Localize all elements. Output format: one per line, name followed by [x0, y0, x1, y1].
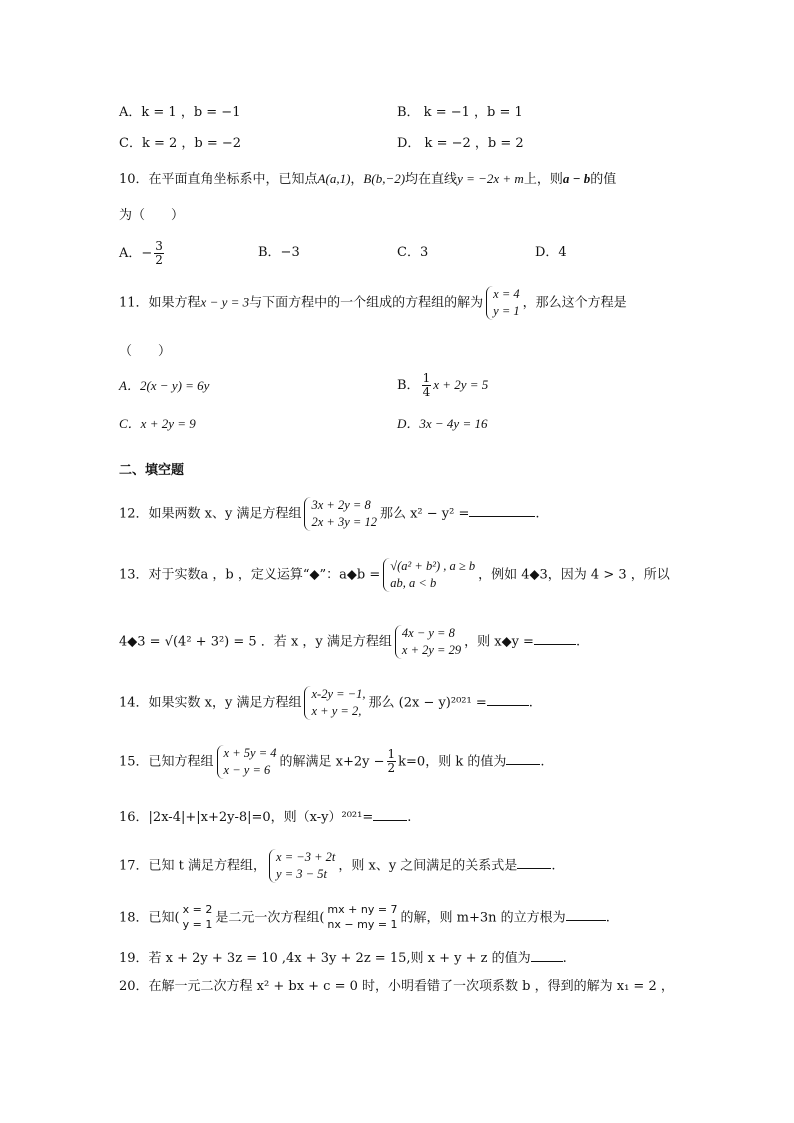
- section-heading: 二、填空题: [119, 463, 185, 478]
- q10-text: 10．在平面直角坐标系中，已知点: [119, 172, 318, 187]
- q11-solution-x: x = 4: [493, 287, 520, 301]
- q14-eq1: x-2y = −1,: [311, 687, 366, 701]
- denominator: 4: [422, 385, 431, 400]
- q10-point-b: B(b,−2): [363, 171, 406, 186]
- q10-option-c: C．3: [397, 245, 429, 260]
- q18-solution: [183, 903, 213, 933]
- q18: [119, 903, 610, 933]
- q16-text: 16．|2x-4|+|x+2y-8|=0，则（x-y）²⁰²¹=: [119, 810, 374, 825]
- q11-solution-y: y = 1: [493, 303, 520, 318]
- q10-option-a-prefix: A．−: [119, 246, 153, 262]
- q12-end: .: [535, 506, 540, 522]
- q10-expr: a − b: [562, 171, 591, 186]
- q11-option-d: D．3x − 4y = 16: [397, 416, 488, 431]
- q15-fraction: [387, 748, 397, 775]
- q17-end: .: [551, 858, 556, 874]
- q19-answer-blank[interactable]: [531, 950, 563, 962]
- q13-text2: 4◆3 = √(4² + 3²) = 5 ．若 x ，y 满足方程组: [119, 634, 392, 650]
- q12: [119, 497, 540, 531]
- q11-text-post: ，那么这个方程是: [522, 295, 627, 311]
- q15-text-mid: 的解满足 x+2y −: [279, 754, 385, 770]
- q12-text: 12．如果两数 x、y 满足方程组: [119, 506, 302, 522]
- q15-eq1: x + 5y = 4: [223, 746, 277, 760]
- q14-text: 14．如果实数 x，y 满足方程组: [119, 695, 302, 711]
- q18-text: 18．已知(: [119, 910, 180, 926]
- q15-answer-blank[interactable]: [506, 753, 540, 765]
- q13-eq2: x + 2y = 29: [401, 642, 462, 657]
- q10-line2: 为（ ）: [119, 208, 185, 223]
- q13-line1: [119, 558, 670, 592]
- q11-option-c: C．x + 2y = 9: [119, 416, 196, 431]
- q13-text-post: ，例如 4◆3，因为 4 > 3 ，所以: [478, 567, 670, 583]
- q9-option-d: D． k = −2 ，b = 2: [397, 136, 524, 151]
- q17-eq1: x = −3 + 2t: [276, 850, 336, 864]
- q9-option-a: A．k = 1 ，b = −1: [119, 105, 241, 120]
- q19-end: .: [562, 951, 567, 966]
- q19: [119, 950, 567, 965]
- q16-answer-blank[interactable]: [373, 809, 407, 821]
- numerator: 3: [155, 239, 163, 253]
- q11-equation: x − y = 3: [200, 294, 250, 310]
- q13-line2: [119, 625, 580, 659]
- q15: [119, 745, 544, 779]
- q10-option-a: [119, 240, 166, 267]
- q10-text-mid: 均在直线: [405, 172, 458, 187]
- q11-solution-system: [486, 286, 519, 320]
- q15-text: 15．已知方程组: [119, 754, 214, 770]
- q10-option-a-fraction: [154, 240, 164, 267]
- q13-end: .: [575, 634, 581, 650]
- q12-system: [304, 497, 376, 531]
- q18-text-mid: 是二元一次方程组(: [215, 910, 325, 926]
- q10-line-eq: y = −2x + m: [457, 171, 524, 186]
- q10-option-d: D．4: [535, 245, 567, 260]
- q18-s1: x = 2: [182, 903, 213, 916]
- q14-text-post: 那么 (2x − y)²⁰²¹ =: [368, 695, 487, 711]
- numerator: 1: [387, 747, 396, 762]
- q18-system: [327, 903, 397, 933]
- q12-eq2: 2x + 3y = 12: [311, 514, 377, 529]
- q11-option-b-fraction: [422, 372, 432, 399]
- q9-option-c: C．k = 2 ，b = −2: [119, 136, 242, 151]
- q10-text-post: 上，则: [523, 172, 563, 187]
- denominator: 2: [155, 253, 163, 268]
- q14-answer-blank[interactable]: [487, 694, 529, 706]
- q9-option-b: B． k = −1 ，b = 1: [397, 105, 523, 120]
- q11-text-mid: 与下面方程中的一个组成的方程组的解为: [249, 295, 484, 311]
- q18-answer-blank[interactable]: [566, 909, 606, 921]
- q13-answer-blank[interactable]: [534, 633, 576, 645]
- q14: [119, 686, 533, 720]
- q18-text-post: 的解，则 m+3n 的立方根为: [400, 910, 566, 926]
- q18-s2: y = 1: [182, 917, 213, 931]
- q18-e1: mx + ny = 7: [327, 903, 398, 916]
- q13-system: [395, 625, 461, 659]
- q11-paren: （ ）: [119, 344, 172, 359]
- q14-eq2: x + y = 2,: [311, 703, 362, 718]
- q10-option-b: B．−3: [258, 245, 300, 260]
- q11-option-b-prefix: B．: [397, 378, 420, 394]
- numerator: 1: [422, 371, 431, 385]
- q12-answer-blank[interactable]: [469, 505, 535, 517]
- q10-line1: 10．在平面直角坐标系中，已知点A(a,1)，B(b,−2)均在直线y = −2x + m上，则a − b的值: [119, 171, 617, 187]
- q12-eq1: 3x + 2y = 8: [311, 498, 371, 512]
- q17-text-post: ，则 x、y 之间满足的关系式是: [338, 858, 518, 874]
- q18-e2: nx − my = 1: [327, 917, 398, 931]
- q18-end: .: [605, 910, 610, 926]
- q19-text: 19．若 x + 2y + 3z = 10 ,4x + 3y + 2z = 15,则 x + y + z 的值为: [119, 951, 531, 966]
- denominator: 2: [387, 761, 396, 776]
- q13-case2: ab, a < b: [390, 575, 437, 590]
- q13-cases: [383, 558, 475, 592]
- q13-text: 13．对于实数a ，b ，定义运算“◆”：a◆b =: [119, 567, 381, 583]
- q11-option-b: [397, 372, 488, 399]
- q14-system: [304, 686, 365, 720]
- q13-eq1: 4x − y = 8: [401, 626, 455, 640]
- q11-option-b-rest: x + 2y = 5: [433, 377, 489, 393]
- q12-text-post: 那么 x² − y² =: [379, 506, 470, 522]
- q17-eq2: y = 3 − 5t: [276, 866, 327, 881]
- q10-point-a: A(a,1): [317, 171, 351, 186]
- q15-eq2: x − y = 6: [223, 762, 271, 777]
- q11-option-a: A．2(x − y) = 6y: [119, 378, 210, 393]
- q10-text-end: 的值: [590, 172, 617, 187]
- q17: [119, 849, 555, 883]
- q14-end: .: [528, 695, 533, 711]
- q17-system: [269, 849, 335, 883]
- q13-text2-post: ，则 x◆y =: [464, 634, 534, 650]
- q16: [119, 809, 411, 824]
- q17-text: 17．已知 t 满足方程组，: [119, 858, 267, 874]
- q11-text: 11．如果方程: [119, 295, 201, 311]
- q13-case1: √(a² + b²) , a ≥ b: [390, 559, 476, 573]
- q16-end: .: [407, 810, 412, 825]
- q15-system: [217, 745, 277, 779]
- q11-line1: [119, 286, 627, 320]
- q17-answer-blank[interactable]: [517, 857, 551, 869]
- q20: 20．在解一元二次方程 x² + bx + c = 0 时，小明看错了一次项系数 b ，得到的解为 x₁ = 2 ，: [119, 979, 674, 994]
- q15-end: .: [540, 754, 545, 770]
- q15-text-post: k=0，则 k 的值为: [398, 754, 507, 770]
